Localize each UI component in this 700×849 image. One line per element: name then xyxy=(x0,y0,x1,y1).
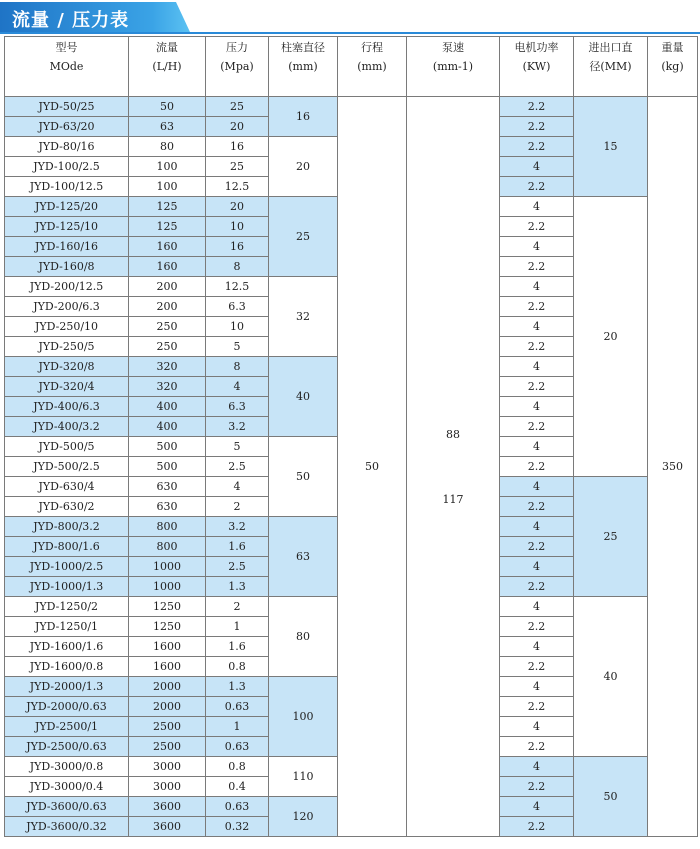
motor-power-cell: 2.2 xyxy=(500,337,574,357)
pressure-cell: 1 xyxy=(206,617,269,637)
motor-power-cell: 2.2 xyxy=(500,817,574,837)
model-cell: JYD-1000/1.3 xyxy=(5,577,129,597)
motor-power-cell: 2.2 xyxy=(500,537,574,557)
model-cell: JYD-320/4 xyxy=(5,377,129,397)
motor-power-cell: 2.2 xyxy=(500,697,574,717)
model-cell: JYD-2500/0.63 xyxy=(5,737,129,757)
flow-cell: 100 xyxy=(129,177,206,197)
model-cell: JYD-500/5 xyxy=(5,437,129,457)
pump-speed-value-1: 88 xyxy=(446,427,460,441)
pressure-cell: 20 xyxy=(206,117,269,137)
model-cell: JYD-200/6.3 xyxy=(5,297,129,317)
pressure-cell: 8 xyxy=(206,257,269,277)
model-cell: JYD-400/3.2 xyxy=(5,417,129,437)
model-cell: JYD-1250/2 xyxy=(5,597,129,617)
flow-cell: 3000 xyxy=(129,757,206,777)
plunger-cell: 16 xyxy=(269,97,338,137)
pressure-cell: 12.5 xyxy=(206,277,269,297)
flow-cell: 320 xyxy=(129,377,206,397)
header-weight xyxy=(648,37,698,97)
model-cell: JYD-400/6.3 xyxy=(5,397,129,417)
motor-power-cell: 4 xyxy=(500,517,574,537)
model-cell: JYD-3600/0.63 xyxy=(5,797,129,817)
port-diameter-cell: 40 xyxy=(574,597,648,757)
port-diameter-cell: 20 xyxy=(574,197,648,477)
header-stroke xyxy=(338,37,407,97)
motor-power-cell: 4 xyxy=(500,277,574,297)
motor-power-cell: 2.2 xyxy=(500,457,574,477)
header-label: 行程 xyxy=(361,41,383,54)
model-cell: JYD-800/3.2 xyxy=(5,517,129,537)
pressure-cell: 1.3 xyxy=(206,677,269,697)
header-unit: MOde xyxy=(49,60,84,73)
flow-cell: 125 xyxy=(129,217,206,237)
model-cell: JYD-2000/1.3 xyxy=(5,677,129,697)
plunger-cell: 80 xyxy=(269,597,338,677)
header-plunger xyxy=(269,37,338,97)
motor-power-cell: 4 xyxy=(500,717,574,737)
pressure-cell: 4 xyxy=(206,477,269,497)
header-unit: 径(MM) xyxy=(589,60,632,73)
flow-cell: 1000 xyxy=(129,557,206,577)
flow-cell: 1000 xyxy=(129,577,206,597)
motor-power-cell: 2.2 xyxy=(500,377,574,397)
model-cell: JYD-63/20 xyxy=(5,117,129,137)
plunger-cell: 100 xyxy=(269,677,338,757)
motor-power-cell: 2.2 xyxy=(500,617,574,637)
pressure-cell: 25 xyxy=(206,157,269,177)
pressure-cell: 10 xyxy=(206,217,269,237)
flow-cell: 1250 xyxy=(129,597,206,617)
model-cell: JYD-125/20 xyxy=(5,197,129,217)
flow-cell: 400 xyxy=(129,417,206,437)
motor-power-cell: 4 xyxy=(500,597,574,617)
plunger-cell: 110 xyxy=(269,757,338,797)
header-unit: (mm) xyxy=(288,60,318,73)
pressure-cell: 0.63 xyxy=(206,797,269,817)
model-cell: JYD-1250/1 xyxy=(5,617,129,637)
header-label: 电机功率 xyxy=(514,41,559,54)
motor-power-cell: 2.2 xyxy=(500,137,574,157)
flow-cell: 2000 xyxy=(129,697,206,717)
flow-cell: 320 xyxy=(129,357,206,377)
port-diameter-cell: 50 xyxy=(574,757,648,837)
pressure-cell: 3.2 xyxy=(206,517,269,537)
flow-cell: 800 xyxy=(129,517,206,537)
flow-cell: 160 xyxy=(129,257,206,277)
model-cell: JYD-100/12.5 xyxy=(5,177,129,197)
header-unit: (mm) xyxy=(357,60,387,73)
pressure-cell: 6.3 xyxy=(206,397,269,417)
pressure-cell: 6.3 xyxy=(206,297,269,317)
header-unit: (mm-1) xyxy=(432,60,474,73)
pressure-cell: 12.5 xyxy=(206,177,269,197)
motor-power-cell: 2.2 xyxy=(500,297,574,317)
pressure-cell: 2 xyxy=(206,497,269,517)
header-label: 进出口直 xyxy=(588,41,633,54)
pressure-cell: 0.8 xyxy=(206,657,269,677)
pressure-cell: 2.5 xyxy=(206,557,269,577)
model-cell: JYD-250/10 xyxy=(5,317,129,337)
stroke-cell: 50 xyxy=(338,97,407,837)
model-cell: JYD-2500/1 xyxy=(5,717,129,737)
header-unit: (Mpa) xyxy=(220,60,254,73)
motor-power-cell: 2.2 xyxy=(500,737,574,757)
header-pump-speed xyxy=(407,37,500,97)
flow-cell: 3000 xyxy=(129,777,206,797)
motor-power-cell: 2.2 xyxy=(500,577,574,597)
pressure-cell: 2 xyxy=(206,597,269,617)
motor-power-cell: 4 xyxy=(500,437,574,457)
motor-power-cell: 4 xyxy=(500,157,574,177)
motor-power-cell: 4 xyxy=(500,317,574,337)
flow-cell: 100 xyxy=(129,157,206,177)
header-label: 型号 xyxy=(55,41,78,54)
flow-cell: 500 xyxy=(129,457,206,477)
pressure-cell: 0.63 xyxy=(206,697,269,717)
model-cell: JYD-1600/1.6 xyxy=(5,637,129,657)
pressure-cell: 1.3 xyxy=(206,577,269,597)
page-title: 流量 / 压力表 xyxy=(12,10,130,31)
header-pressure xyxy=(206,37,269,97)
flow-cell: 1250 xyxy=(129,617,206,637)
header-label: 泵速 xyxy=(442,41,464,54)
header-label: 压力 xyxy=(226,41,248,54)
header-label: 柱塞直径 xyxy=(281,41,325,54)
pressure-cell: 16 xyxy=(206,137,269,157)
plunger-cell: 40 xyxy=(269,357,338,437)
spec-table xyxy=(4,36,698,837)
flow-cell: 800 xyxy=(129,537,206,557)
motor-power-cell: 4 xyxy=(500,477,574,497)
pressure-cell: 20 xyxy=(206,197,269,217)
flow-cell: 2500 xyxy=(129,737,206,757)
flow-cell: 630 xyxy=(129,477,206,497)
model-cell: JYD-1600/0.8 xyxy=(5,657,129,677)
motor-power-cell: 2.2 xyxy=(500,657,574,677)
pressure-cell: 3.2 xyxy=(206,417,269,437)
model-cell: JYD-80/16 xyxy=(5,137,129,157)
header-row xyxy=(5,37,698,97)
model-cell: JYD-100/2.5 xyxy=(5,157,129,177)
motor-power-cell: 4 xyxy=(500,557,574,577)
flow-cell: 2500 xyxy=(129,717,206,737)
title-bar xyxy=(0,0,700,32)
pressure-cell: 2.5 xyxy=(206,457,269,477)
pressure-cell: 0.63 xyxy=(206,737,269,757)
plunger-cell: 32 xyxy=(269,277,338,357)
plunger-cell: 20 xyxy=(269,137,338,197)
pressure-cell: 1 xyxy=(206,717,269,737)
port-diameter-cell: 25 xyxy=(574,477,648,597)
motor-power-cell: 2.2 xyxy=(500,777,574,797)
pressure-cell: 1.6 xyxy=(206,637,269,657)
header-unit: (L/H) xyxy=(152,60,182,73)
flow-cell: 80 xyxy=(129,137,206,157)
header-label: 流量 xyxy=(156,41,178,54)
port-diameter-cell: 15 xyxy=(574,97,648,197)
flow-cell: 3600 xyxy=(129,817,206,837)
motor-power-cell: 4 xyxy=(500,757,574,777)
model-cell: JYD-160/16 xyxy=(5,237,129,257)
flow-cell: 160 xyxy=(129,237,206,257)
motor-power-cell: 4 xyxy=(500,197,574,217)
model-cell: JYD-125/10 xyxy=(5,217,129,237)
model-cell: JYD-800/1.6 xyxy=(5,537,129,557)
flow-cell: 1600 xyxy=(129,657,206,677)
table-body xyxy=(5,97,698,837)
motor-power-cell: 4 xyxy=(500,797,574,817)
pump-speed-cell xyxy=(407,97,500,837)
weight-cell: 350 xyxy=(648,97,698,837)
flow-cell: 50 xyxy=(129,97,206,117)
model-cell: JYD-630/2 xyxy=(5,497,129,517)
header-port-diameter xyxy=(574,37,648,97)
pressure-cell: 0.4 xyxy=(206,777,269,797)
motor-power-cell: 2.2 xyxy=(500,217,574,237)
pressure-cell: 16 xyxy=(206,237,269,257)
model-cell: JYD-1000/2.5 xyxy=(5,557,129,577)
motor-power-cell: 4 xyxy=(500,357,574,377)
motor-power-cell: 4 xyxy=(500,677,574,697)
motor-power-cell: 2.2 xyxy=(500,497,574,517)
header-unit: (KW) xyxy=(522,60,551,73)
plunger-cell: 25 xyxy=(269,197,338,277)
pressure-cell: 25 xyxy=(206,97,269,117)
header-motor-power xyxy=(500,37,574,97)
model-cell: JYD-2000/0.63 xyxy=(5,697,129,717)
motor-power-cell: 4 xyxy=(500,397,574,417)
motor-power-cell: 2.2 xyxy=(500,417,574,437)
flow-cell: 1600 xyxy=(129,637,206,657)
model-cell: JYD-500/2.5 xyxy=(5,457,129,477)
flow-cell: 63 xyxy=(129,117,206,137)
motor-power-cell: 4 xyxy=(500,237,574,257)
model-cell: JYD-3600/0.32 xyxy=(5,817,129,837)
model-cell: JYD-320/8 xyxy=(5,357,129,377)
pressure-cell: 10 xyxy=(206,317,269,337)
model-cell: JYD-200/12.5 xyxy=(5,277,129,297)
model-cell: JYD-250/5 xyxy=(5,337,129,357)
pressure-cell: 0.32 xyxy=(206,817,269,837)
motor-power-cell: 2.2 xyxy=(500,177,574,197)
pressure-cell: 1.6 xyxy=(206,537,269,557)
model-cell: JYD-160/8 xyxy=(5,257,129,277)
motor-power-cell: 2.2 xyxy=(500,117,574,137)
model-cell: JYD-630/4 xyxy=(5,477,129,497)
flow-cell: 200 xyxy=(129,297,206,317)
motor-power-cell: 4 xyxy=(500,637,574,657)
flow-cell: 630 xyxy=(129,497,206,517)
title-underline xyxy=(0,32,700,34)
model-cell: JYD-3000/0.8 xyxy=(5,757,129,777)
header-model xyxy=(5,37,129,97)
flow-cell: 250 xyxy=(129,317,206,337)
flow-cell: 3600 xyxy=(129,797,206,817)
header-label: 重量 xyxy=(661,41,684,54)
flow-cell: 250 xyxy=(129,337,206,357)
plunger-cell: 50 xyxy=(269,437,338,517)
plunger-cell: 63 xyxy=(269,517,338,597)
pressure-cell: 8 xyxy=(206,357,269,377)
pump-speed-value-2: 117 xyxy=(442,492,464,506)
flow-cell: 200 xyxy=(129,277,206,297)
flow-cell: 500 xyxy=(129,437,206,457)
header-flow xyxy=(129,37,206,97)
flow-cell: 400 xyxy=(129,397,206,417)
header-unit: (kg) xyxy=(661,60,684,73)
motor-power-cell: 2.2 xyxy=(500,97,574,117)
model-cell: JYD-50/25 xyxy=(5,97,129,117)
table-row xyxy=(5,97,698,117)
pressure-cell: 0.8 xyxy=(206,757,269,777)
pressure-cell: 5 xyxy=(206,337,269,357)
flow-cell: 125 xyxy=(129,197,206,217)
pressure-cell: 4 xyxy=(206,377,269,397)
model-cell: JYD-3000/0.4 xyxy=(5,777,129,797)
plunger-cell: 120 xyxy=(269,797,338,837)
motor-power-cell: 2.2 xyxy=(500,257,574,277)
pressure-cell: 5 xyxy=(206,437,269,457)
flow-cell: 2000 xyxy=(129,677,206,697)
